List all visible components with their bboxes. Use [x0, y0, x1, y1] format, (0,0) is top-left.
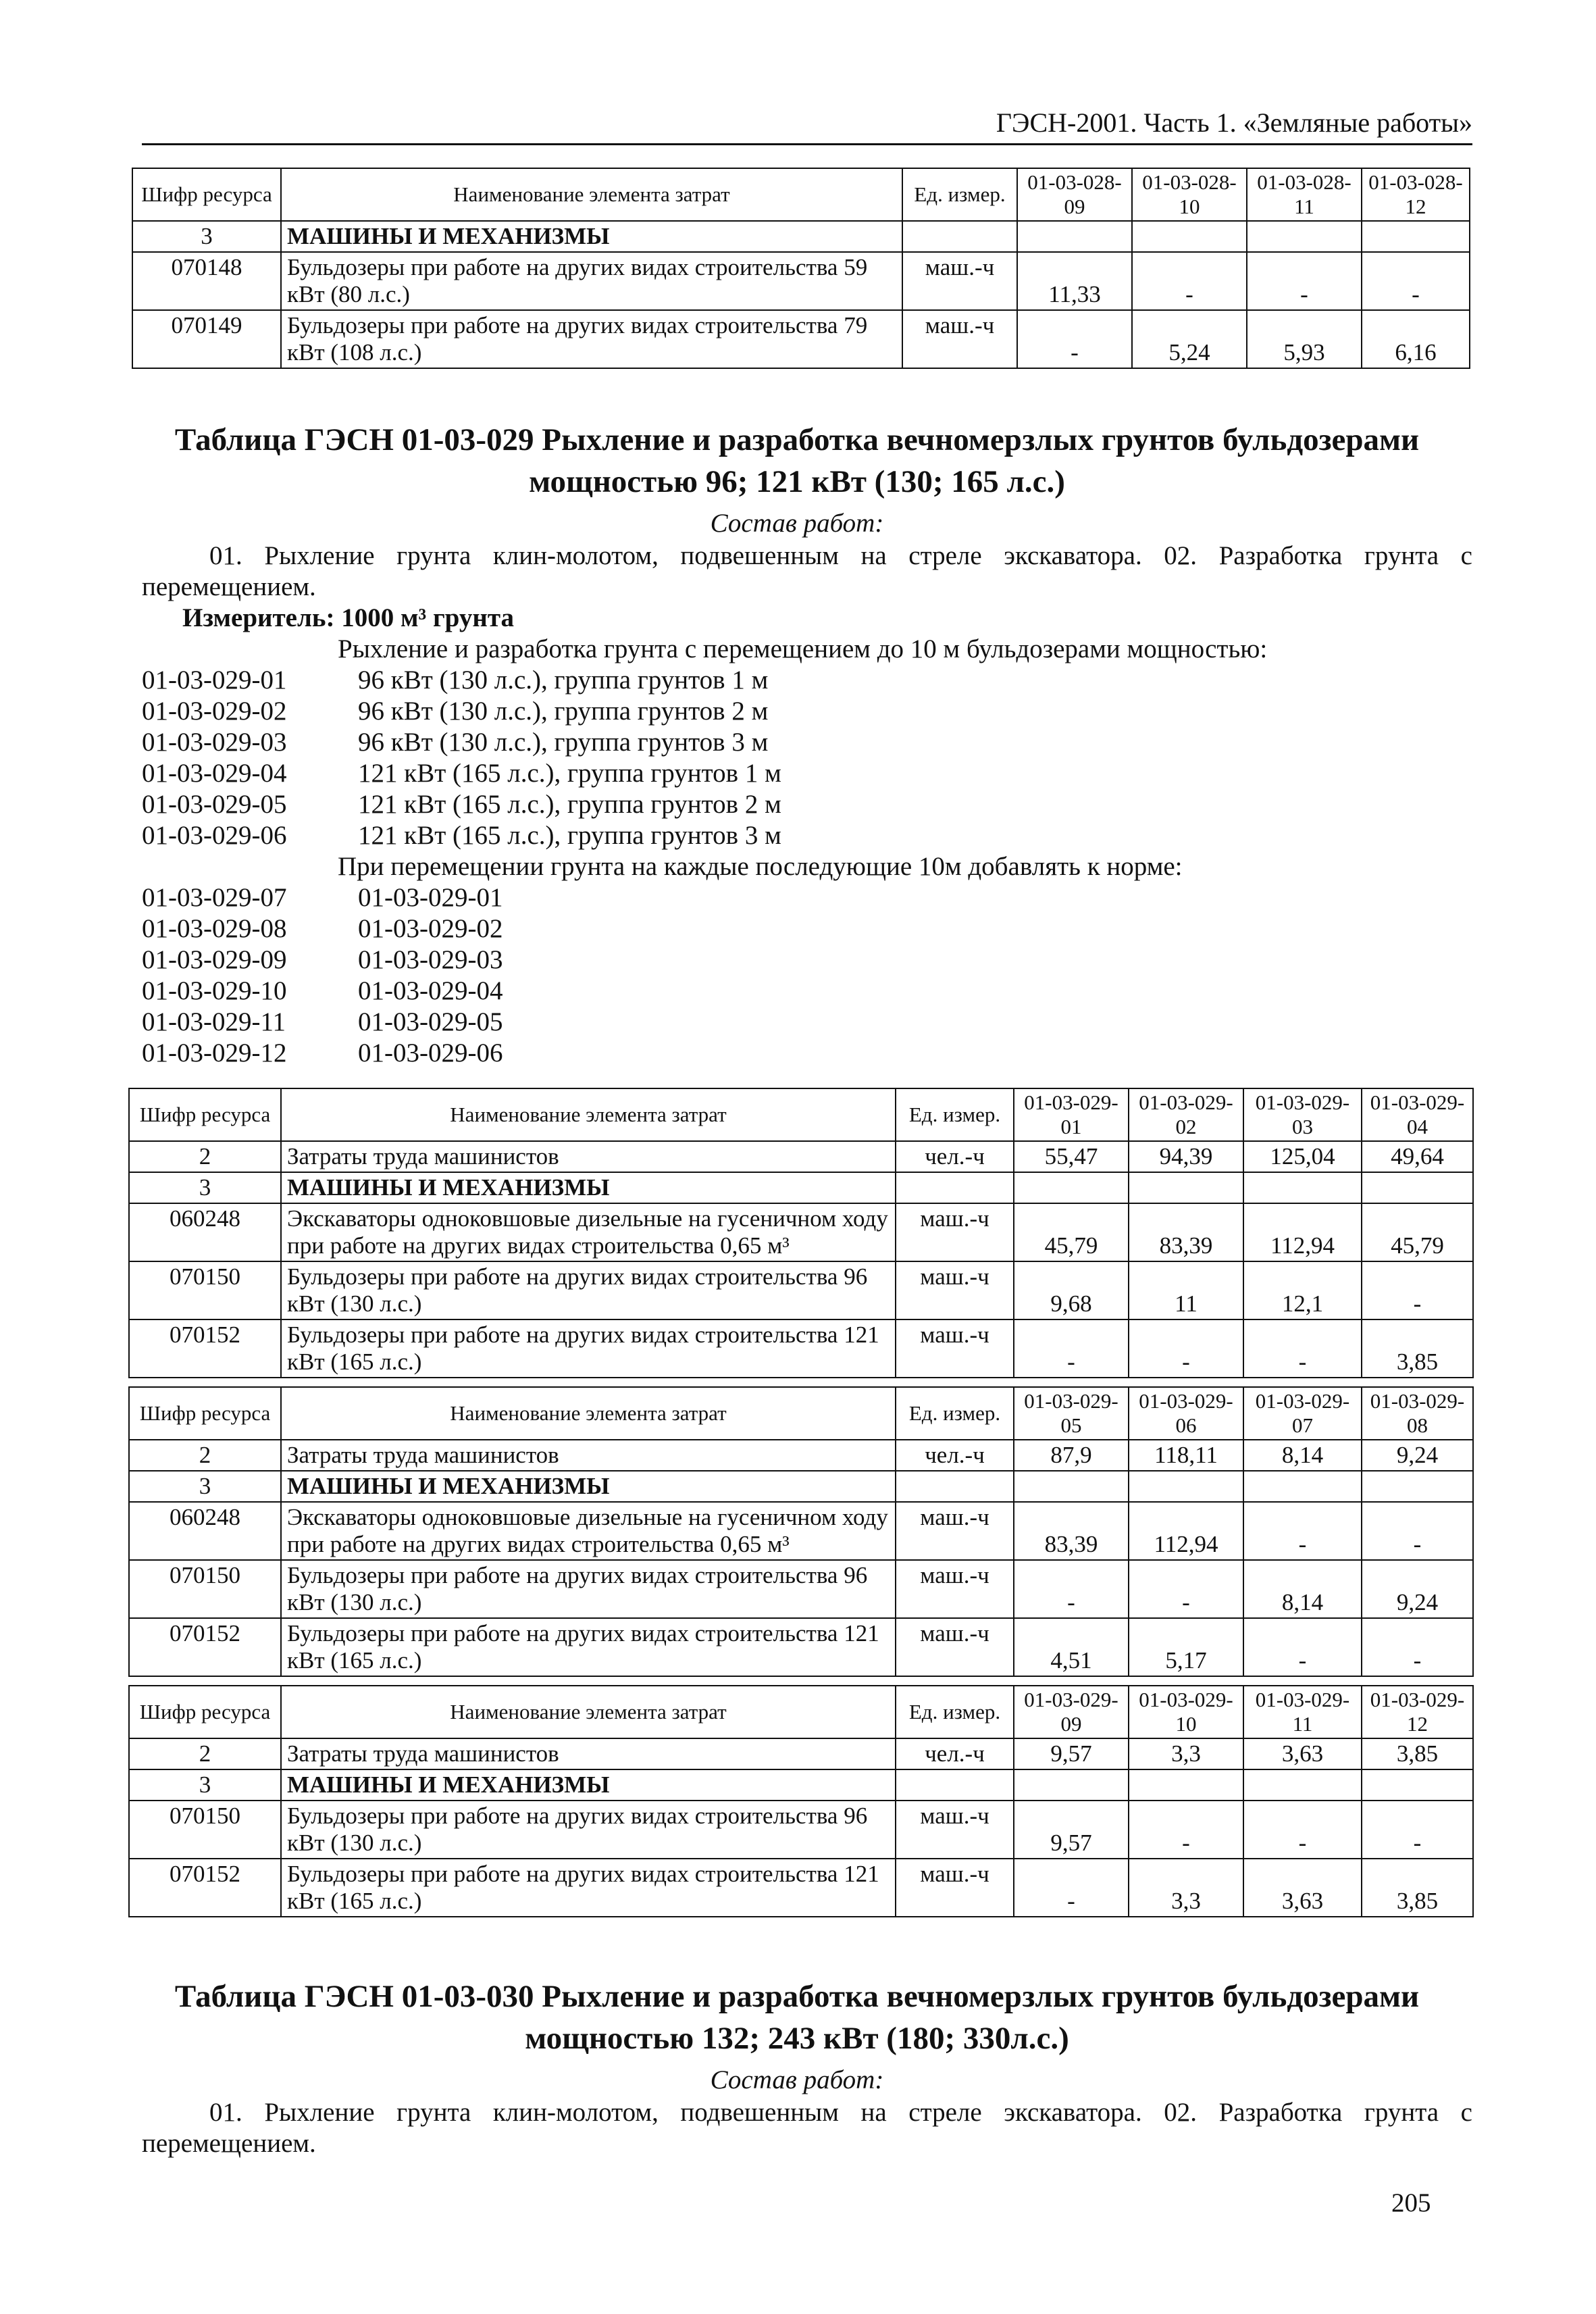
- table-row: [129, 1261, 1473, 1319]
- unit-of-measure: маш.-ч: [896, 1261, 1014, 1319]
- norm-value: 9,24: [1362, 1440, 1473, 1471]
- list-item-code: 01-03-029-10: [142, 976, 287, 1005]
- list-item-text: 01-03-029-06: [358, 1038, 503, 1067]
- table-header-row: [129, 1088, 1473, 1141]
- section1-title: Таблица ГЭСН 01-03-029 Рыхление и разработка вечномерзлых грунтов бульдозерами мощностью 96; 121 кВт (130; 165 л.с.): [174, 422, 1420, 499]
- table-row: [129, 1560, 1473, 1618]
- norm-value: 45,79: [1014, 1203, 1129, 1261]
- table-row: [129, 1859, 1473, 1917]
- resource-code: 070152: [129, 1859, 281, 1917]
- norm-value: [1014, 1769, 1129, 1801]
- table-row: [132, 221, 1470, 252]
- norm-value: 55,47: [1014, 1141, 1129, 1172]
- norm-value: 5,24: [1132, 310, 1247, 368]
- group2-heading: При перемещении грунта на каждые последующие 10м добавлять к норме:: [338, 852, 1183, 881]
- resource-code: 070149: [132, 310, 281, 368]
- table-029-a: [128, 1088, 1474, 1378]
- resource-code: 070150: [129, 1261, 281, 1319]
- list-item-code: 01-03-029-05: [142, 790, 287, 819]
- norm-value: 9,68: [1014, 1261, 1129, 1319]
- column-header: 01-03-028-09: [1017, 168, 1132, 221]
- unit-of-measure: маш.-ч: [896, 1319, 1014, 1378]
- list-item-text: 01-03-029-03: [358, 945, 503, 974]
- norm-value: 11,33: [1017, 252, 1132, 310]
- unit-of-measure: маш.-ч: [896, 1502, 1014, 1560]
- norm-value: [1362, 221, 1470, 252]
- norm-value: 112,94: [1129, 1502, 1243, 1560]
- norm-value: -: [1362, 1502, 1473, 1560]
- norm-value: 3,3: [1129, 1859, 1243, 1917]
- norm-value: [1243, 1769, 1362, 1801]
- group1-heading: Рыхление и разработка грунта с перемещением до 10 м бульдозерами мощностью:: [338, 634, 1268, 663]
- table-029-c: [128, 1685, 1474, 1917]
- norm-value: 4,51: [1014, 1618, 1129, 1676]
- table-row: [129, 1769, 1473, 1801]
- unit-of-measure: чел.-ч: [896, 1738, 1014, 1769]
- unit-of-measure: маш.-ч: [902, 310, 1017, 368]
- column-header: 01-03-029-03: [1243, 1088, 1362, 1141]
- table-row: [129, 1203, 1473, 1261]
- column-header: 01-03-029-10: [1129, 1686, 1243, 1738]
- table-row: [129, 1471, 1473, 1502]
- column-header: 01-03-029-07: [1243, 1387, 1362, 1440]
- list-item-code: 01-03-029-12: [142, 1038, 287, 1067]
- norm-value: 3,85: [1362, 1738, 1473, 1769]
- column-header: 01-03-029-11: [1243, 1686, 1362, 1738]
- section2-work-text: 01. Рыхление грунта клин-молотом, подвешенным на стреле экскаватора. 02. Разработка грунта с перемещением.: [142, 2098, 1472, 2158]
- norm-value: -: [1014, 1560, 1129, 1618]
- unit-of-measure: маш.-ч: [896, 1560, 1014, 1618]
- norm-value: -: [1129, 1560, 1243, 1618]
- norm-value: -: [1017, 310, 1132, 368]
- norm-value: 3,63: [1243, 1738, 1362, 1769]
- table-row: [129, 1502, 1473, 1560]
- section1-code-list: [142, 634, 1472, 1069]
- list-item-text: 121 кВт (165 л.с.), группа грунтов 1 м: [358, 759, 781, 788]
- section1-work-label: Состав работ:: [710, 509, 884, 538]
- table-header-row: [129, 1686, 1473, 1738]
- list-item-code: 01-03-029-09: [142, 945, 287, 974]
- unit-of-measure: маш.-ч: [896, 1203, 1014, 1261]
- table-row: [129, 1440, 1473, 1471]
- column-header: 01-03-029-01: [1014, 1088, 1129, 1141]
- section2-work-label: Состав работ:: [710, 2065, 884, 2094]
- column-header: Наименование элемента затрат: [281, 1088, 896, 1141]
- resource-code: 2: [129, 1440, 281, 1471]
- resource-code: 2: [129, 1738, 281, 1769]
- norm-value: 83,39: [1014, 1502, 1129, 1560]
- resource-code: 3: [132, 221, 281, 252]
- norm-value: 94,39: [1129, 1141, 1243, 1172]
- table-029-b: [128, 1386, 1474, 1677]
- table-row: [132, 252, 1470, 310]
- table-028-continuation: [132, 168, 1470, 369]
- column-header: Наименование элемента затрат: [281, 1387, 896, 1440]
- norm-value: 6,16: [1362, 310, 1470, 368]
- cost-element-name: Бульдозеры при работе на других видах строительства 59 кВт (80 л.с.): [281, 252, 902, 310]
- table-row: [132, 310, 1470, 368]
- norm-value: 45,79: [1362, 1203, 1473, 1261]
- norm-value: 5,17: [1129, 1618, 1243, 1676]
- page-number: 205: [1391, 2188, 1431, 2217]
- unit-of-measure: [896, 1172, 1014, 1203]
- norm-value: -: [1362, 252, 1470, 310]
- norm-value: 3,63: [1243, 1859, 1362, 1917]
- norm-value: -: [1132, 252, 1247, 310]
- cost-element-name: Бульдозеры при работе на других видах строительства 121 кВт (165 л.с.): [281, 1319, 896, 1378]
- running-header: ГЭСН-2001. Часть 1. «Земляные работы»: [142, 107, 1472, 145]
- column-header: Шифр ресурса: [129, 1387, 281, 1440]
- norm-value: -: [1243, 1801, 1362, 1859]
- column-header: 01-03-029-06: [1129, 1387, 1243, 1440]
- list-item: [142, 976, 1472, 1007]
- column-header: 01-03-028-11: [1247, 168, 1362, 221]
- cost-element-name: Затраты труда машинистов: [281, 1141, 896, 1172]
- norm-value: 11: [1129, 1261, 1243, 1319]
- column-header: 01-03-029-09: [1014, 1686, 1129, 1738]
- norm-value: [1129, 1471, 1243, 1502]
- norm-value: [1243, 1471, 1362, 1502]
- list-item-text: 01-03-029-01: [358, 883, 503, 912]
- resource-code: 070150: [129, 1801, 281, 1859]
- list-item-code: 01-03-029-03: [142, 728, 287, 757]
- column-header: Ед. измер.: [896, 1686, 1014, 1738]
- norm-value: 3,85: [1362, 1319, 1473, 1378]
- cost-element-name: Экскаваторы одноковшовые дизельные на гусеничном ходу при работе на других видах строительства 0,65 м³: [281, 1203, 896, 1261]
- norm-value: 125,04: [1243, 1141, 1362, 1172]
- unit-of-measure: маш.-ч: [896, 1859, 1014, 1917]
- table-row: [129, 1738, 1473, 1769]
- resource-code: 3: [129, 1769, 281, 1801]
- norm-value: 118,11: [1129, 1440, 1243, 1471]
- table-row: [129, 1319, 1473, 1378]
- norm-value: 12,1: [1243, 1261, 1362, 1319]
- list-item-text: 01-03-029-05: [358, 1007, 503, 1036]
- list-item-code: 01-03-029-07: [142, 883, 287, 912]
- list-item: [142, 1038, 1472, 1069]
- resource-code: 070150: [129, 1560, 281, 1618]
- column-header: 01-03-028-10: [1132, 168, 1247, 221]
- norm-value: 8,14: [1243, 1440, 1362, 1471]
- list-item-code: 01-03-029-02: [142, 697, 287, 726]
- norm-value: [1014, 1172, 1129, 1203]
- list-item: [142, 758, 1472, 789]
- norm-value: 9,57: [1014, 1801, 1129, 1859]
- list-item: [142, 727, 1472, 758]
- list-item-code: 01-03-029-06: [142, 821, 287, 850]
- norm-value: 83,39: [1129, 1203, 1243, 1261]
- norm-value: 8,14: [1243, 1560, 1362, 1618]
- section-heading: МАШИНЫ И МЕХАНИЗМЫ: [281, 221, 902, 252]
- table-header-row: [132, 168, 1470, 221]
- resource-code: 060248: [129, 1203, 281, 1261]
- unit-of-measure: чел.-ч: [896, 1141, 1014, 1172]
- cost-element-name: Затраты труда машинистов: [281, 1440, 896, 1471]
- column-header: 01-03-029-02: [1129, 1088, 1243, 1141]
- resource-code: 3: [129, 1471, 281, 1502]
- norm-value: -: [1362, 1618, 1473, 1676]
- norm-value: [1362, 1471, 1473, 1502]
- resource-code: 070152: [129, 1319, 281, 1378]
- norm-value: [1014, 1471, 1129, 1502]
- norm-value: 112,94: [1243, 1203, 1362, 1261]
- cost-element-name: Бульдозеры при работе на других видах строительства 121 кВт (165 л.с.): [281, 1859, 896, 1917]
- column-header: 01-03-029-08: [1362, 1387, 1473, 1440]
- norm-value: -: [1247, 252, 1362, 310]
- column-header: 01-03-028-12: [1362, 168, 1470, 221]
- norm-value: 5,93: [1247, 310, 1362, 368]
- cost-element-name: Бульдозеры при работе на других видах строительства 96 кВт (130 л.с.): [281, 1801, 896, 1859]
- norm-value: -: [1362, 1261, 1473, 1319]
- norm-value: 87,9: [1014, 1440, 1129, 1471]
- cost-element-name: Затраты труда машинистов: [281, 1738, 896, 1769]
- column-header: Шифр ресурса: [129, 1088, 281, 1141]
- unit-of-measure: [902, 221, 1017, 252]
- list-item-text: 96 кВт (130 л.с.), группа грунтов 3 м: [358, 728, 769, 757]
- section1-work-text: 01. Рыхление грунта клин-молотом, подвешенным на стреле экскаватора. 02. Разработка грунта с перемещением.: [142, 541, 1472, 601]
- cost-element-name: Бульдозеры при работе на других видах строительства 121 кВт (165 л.с.): [281, 1618, 896, 1676]
- list-item: [142, 696, 1472, 727]
- unit-of-measure: маш.-ч: [896, 1801, 1014, 1859]
- norm-value: -: [1362, 1801, 1473, 1859]
- norm-value: -: [1243, 1319, 1362, 1378]
- cost-element-name: Экскаваторы одноковшовые дизельные на гусеничном ходу при работе на других видах строительства 0,65 м³: [281, 1502, 896, 1560]
- section-heading: МАШИНЫ И МЕХАНИЗМЫ: [281, 1471, 896, 1502]
- column-header: Шифр ресурса: [129, 1686, 281, 1738]
- section-heading: МАШИНЫ И МЕХАНИЗМЫ: [281, 1172, 896, 1203]
- table-row: [129, 1801, 1473, 1859]
- norm-value: [1129, 1172, 1243, 1203]
- norm-value: 9,24: [1362, 1560, 1473, 1618]
- table-row: [129, 1141, 1473, 1172]
- section-heading: МАШИНЫ И МЕХАНИЗМЫ: [281, 1769, 896, 1801]
- norm-value: [1017, 221, 1132, 252]
- section1-measure: Измеритель: 1000 м³ грунта: [182, 603, 514, 632]
- resource-code: 3: [129, 1172, 281, 1203]
- list-item-text: 96 кВт (130 л.с.), группа грунтов 2 м: [358, 697, 769, 726]
- list-item-code: 01-03-029-08: [142, 914, 287, 943]
- unit-of-measure: [896, 1769, 1014, 1801]
- norm-value: 3,85: [1362, 1859, 1473, 1917]
- norm-value: 9,57: [1014, 1738, 1129, 1769]
- norm-value: -: [1014, 1319, 1129, 1378]
- column-header: Наименование элемента затрат: [281, 168, 902, 221]
- unit-of-measure: маш.-ч: [896, 1618, 1014, 1676]
- norm-value: -: [1129, 1319, 1243, 1378]
- list-item-code: 01-03-029-11: [142, 1007, 286, 1036]
- resource-code: 070148: [132, 252, 281, 310]
- column-header: 01-03-029-04: [1362, 1088, 1473, 1141]
- list-item: [142, 913, 1472, 945]
- list-item: [142, 820, 1472, 851]
- norm-value: -: [1014, 1859, 1129, 1917]
- list-item-code: 01-03-029-01: [142, 665, 287, 695]
- norm-value: [1129, 1769, 1243, 1801]
- list-item: [142, 665, 1472, 696]
- column-header: Шифр ресурса: [132, 168, 281, 221]
- norm-value: [1247, 221, 1362, 252]
- norm-value: -: [1129, 1801, 1243, 1859]
- list-item: [142, 882, 1472, 913]
- list-item-text: 01-03-029-04: [358, 976, 503, 1005]
- list-item-text: 01-03-029-02: [358, 914, 503, 943]
- list-item-code: 01-03-029-04: [142, 759, 287, 788]
- table-header-row: [129, 1387, 1473, 1440]
- resource-code: 070152: [129, 1618, 281, 1676]
- unit-of-measure: [896, 1471, 1014, 1502]
- list-item: [142, 945, 1472, 976]
- column-header: 01-03-029-05: [1014, 1387, 1129, 1440]
- norm-value: -: [1243, 1502, 1362, 1560]
- norm-value: [1362, 1172, 1473, 1203]
- list-item: [142, 1007, 1472, 1038]
- column-header: Ед. измер.: [896, 1387, 1014, 1440]
- list-item-text: 96 кВт (130 л.с.), группа грунтов 1 м: [358, 665, 769, 695]
- column-header: Ед. измер.: [896, 1088, 1014, 1141]
- list-item: [142, 789, 1472, 820]
- norm-value: [1132, 221, 1247, 252]
- list-item-text: 121 кВт (165 л.с.), группа грунтов 3 м: [358, 821, 781, 850]
- list-item-text: 121 кВт (165 л.с.), группа грунтов 2 м: [358, 790, 781, 819]
- norm-value: -: [1243, 1618, 1362, 1676]
- column-header: Ед. измер.: [902, 168, 1017, 221]
- section2-title: Таблица ГЭСН 01-03-030 Рыхление и разработка вечномерзлых грунтов бульдозерами мощностью 132; 243 кВт (180; 330л.с.): [174, 1979, 1420, 2056]
- resource-code: 2: [129, 1141, 281, 1172]
- norm-value: 49,64: [1362, 1141, 1473, 1172]
- column-header: 01-03-029-12: [1362, 1686, 1473, 1738]
- table-row: [129, 1618, 1473, 1676]
- column-header: Наименование элемента затрат: [281, 1686, 896, 1738]
- unit-of-measure: чел.-ч: [896, 1440, 1014, 1471]
- norm-value: 3,3: [1129, 1738, 1243, 1769]
- cost-element-name: Бульдозеры при работе на других видах строительства 79 кВт (108 л.с.): [281, 310, 902, 368]
- unit-of-measure: маш.-ч: [902, 252, 1017, 310]
- cost-element-name: Бульдозеры при работе на других видах строительства 96 кВт (130 л.с.): [281, 1560, 896, 1618]
- table-row: [129, 1172, 1473, 1203]
- cost-element-name: Бульдозеры при работе на других видах строительства 96 кВт (130 л.с.): [281, 1261, 896, 1319]
- resource-code: 060248: [129, 1502, 281, 1560]
- norm-value: [1362, 1769, 1473, 1801]
- norm-value: [1243, 1172, 1362, 1203]
